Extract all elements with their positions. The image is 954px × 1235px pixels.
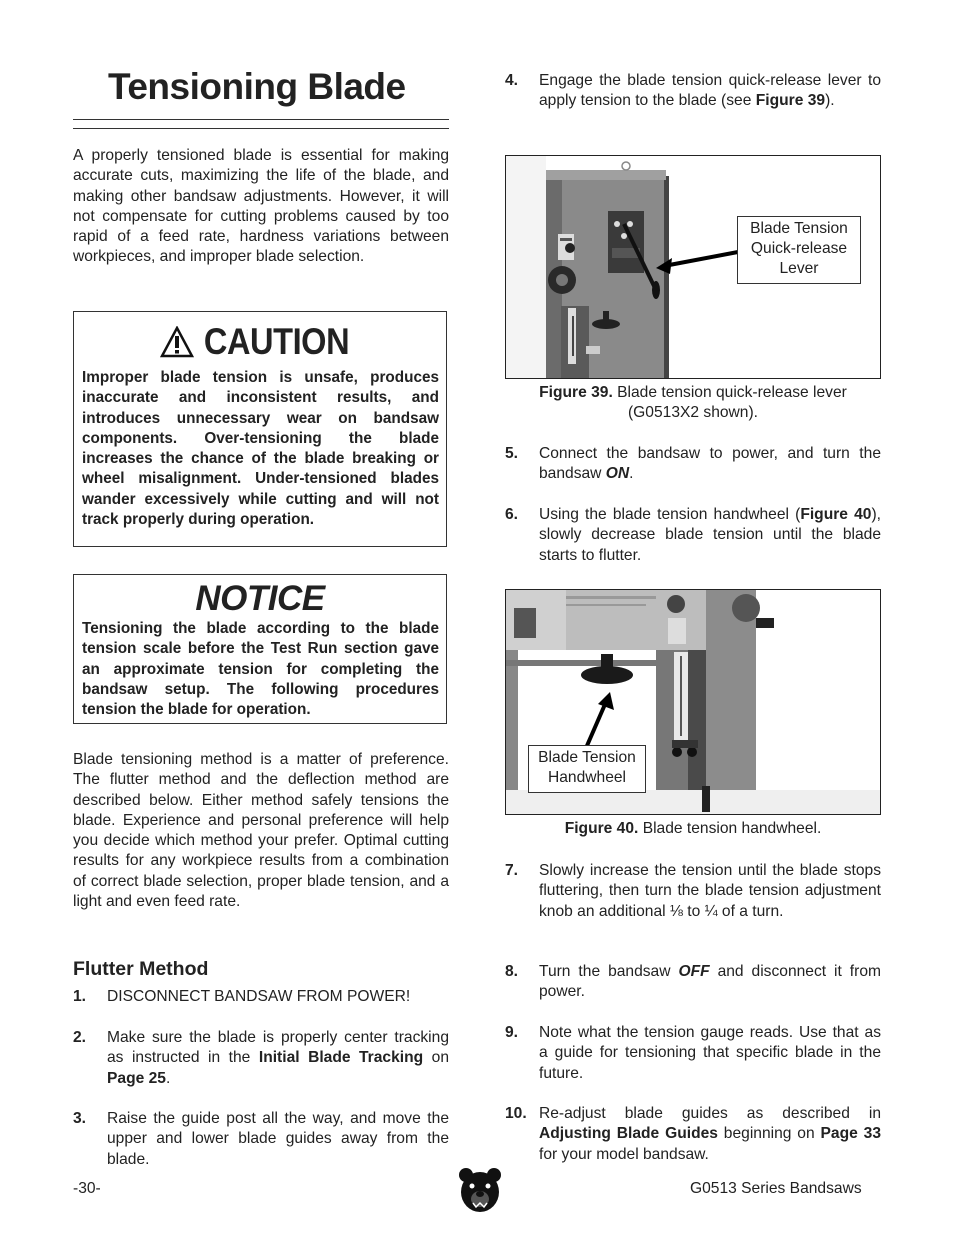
step-7	[505, 861, 881, 922]
step-text: Note what the tension gauge reads. Use that as a guide for tensioning that specific blade in the future.	[539, 1024, 881, 1082]
caution-text: Improper blade tension is unsafe, produces inaccurate and inconsistent results, and introduces unnecessary wear on bandsaw components. Over-tensioning the blade increases the chance of the blade breaking or wheel misalignment. Under-tensioned blades wander excessively while cutting and will not track properly during operation.	[82, 369, 439, 529]
flutter-method-heading: Flutter Method	[73, 958, 209, 980]
step-number: 7.	[505, 862, 519, 879]
figure-40-image	[505, 589, 881, 815]
step-text: Raise the guide post all the way, and move the upper and lower blade guides away from the blade.	[107, 1110, 449, 1168]
step-text: Connect the bandsaw to power, and turn the bandsaw ON.	[539, 445, 881, 483]
figure-40-ref: Figure 40	[800, 506, 872, 523]
adjusting-blade-guides-ref: Adjusting Blade Guides	[539, 1125, 718, 1143]
step-text: Turn the bandsaw OFF and disconnect it from power.	[539, 963, 881, 1001]
bear-logo-icon	[458, 1166, 502, 1214]
notice-box	[73, 574, 447, 724]
step-text: Make sure the blade is properly center tracking as instructed in the Initial Blade Tracking on Page 25.	[107, 1029, 449, 1087]
step-1	[73, 987, 449, 1007]
step-10	[505, 1104, 881, 1165]
caution-heading: CAUTION	[204, 321, 350, 362]
figure-40-callout: Blade Tension Handwheel	[528, 745, 646, 793]
figure-39-caption: Figure 39. Blade tension quick-release lever (G0513X2 shown).	[539, 384, 847, 421]
step-text: Re-adjust blade guides as described in Adjusting Blade Guides beginning on Page 33 for your model bandsaw.	[539, 1105, 881, 1163]
title-rule-top	[73, 119, 449, 120]
step-4	[505, 71, 881, 112]
step-text: DISCONNECT BANDSAW FROM POWER!	[107, 988, 411, 1005]
step-number: 9.	[505, 1024, 519, 1041]
step-number: 1.	[73, 988, 87, 1005]
notice-heading: NOTICE	[195, 579, 325, 618]
intro-paragraph: A properly tensioned blade is essential for making accurate cuts, maximizing the life of the blade, and making other bandsaw adjustments. However, it will not compensate for cutting problems caused by too rapid of a feed rate, hardness variations between workpieces, and improper blade selection.	[73, 147, 449, 266]
step-text: Engage the blade tension quick-release lever to apply tension to the blade (see Figure 39).	[539, 72, 881, 110]
step-3	[73, 1109, 449, 1170]
caution-header	[74, 316, 446, 368]
figure-39-image	[505, 155, 881, 379]
caution-box	[73, 311, 447, 547]
figure-39-callout: Blade Tension Quick-release Lever	[737, 216, 861, 284]
step-number: 10.	[505, 1105, 527, 1122]
page-title: Tensioning Blade	[108, 66, 406, 107]
step-6	[505, 505, 881, 566]
step-text: Using the blade tension handwheel (Figure 40), slowly decrease blade tension until the blade starts to flutter.	[539, 506, 881, 564]
on-label: ON	[605, 465, 630, 483]
series-name: G0513 Series Bandsaws	[690, 1180, 862, 1197]
figure-40-caption: Figure 40. Blade tension handwheel.	[564, 820, 822, 837]
initial-blade-tracking-ref: Initial Blade Tracking	[258, 1049, 424, 1067]
step-number: 6.	[505, 506, 519, 523]
step-5	[505, 444, 881, 485]
step-number: 4.	[505, 72, 519, 89]
step-text: Slowly increase the tension until the blade stops fluttering, then turn the blade tension adjustment knob an additional ⅛ to ¼ of a turn.	[539, 862, 881, 920]
method-intro-paragraph: Blade tensioning method is a matter of preference. The flutter method and the deflection method are described below. Either method safely tensions the blade. Experience and personal preference will help you decide which method your prefer. Optimal cutting results for any workpiece results from a combination of correct blade selection, proper blade tension, and a light and even feed rate.	[73, 751, 449, 911]
step-number: 2.	[73, 1029, 87, 1046]
page-number: -30-	[73, 1180, 101, 1197]
page-25-ref: Page 25	[107, 1069, 166, 1087]
notice-text: Tensioning the blade according to the blade tension scale before the Test Run section gave an approximate tension for completing the bandsaw setup. The following procedures tension the blade for operation.	[82, 620, 439, 719]
title-rule-bottom	[73, 128, 449, 129]
step-number: 8.	[505, 963, 519, 980]
warning-triangle-icon	[160, 326, 194, 358]
step-9	[505, 1023, 881, 1084]
off-label: OFF	[678, 963, 710, 980]
page-33-ref: Page 33	[820, 1125, 881, 1143]
step-2	[73, 1028, 449, 1089]
step-number: 3.	[73, 1110, 87, 1127]
figure-39-ref: Figure 39	[755, 92, 826, 110]
step-8	[505, 962, 881, 1003]
step-number: 5.	[505, 445, 519, 462]
